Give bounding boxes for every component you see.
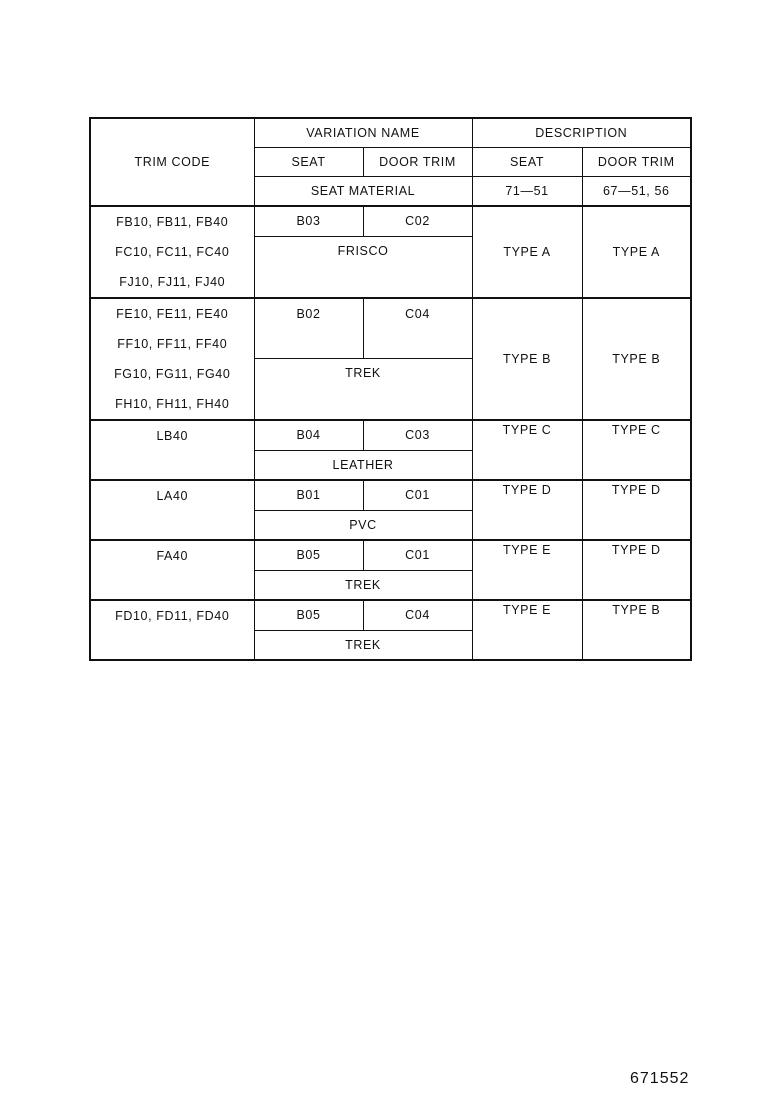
header-description: DESCRIPTION: [472, 118, 691, 148]
description-door-trim-type: TYPE B: [582, 298, 691, 420]
header-row-1: [90, 118, 691, 148]
trim-code-cell: [90, 298, 254, 420]
seat-code: B02: [254, 298, 363, 358]
seat-material: TREK: [254, 630, 472, 660]
door-trim-code: C03: [363, 420, 472, 450]
header-variation-door-trim: DOOR TRIM: [363, 148, 472, 177]
header-description-door-trim: DOOR TRIM: [582, 148, 691, 177]
table-row: [90, 298, 691, 328]
seat-code: B01: [254, 480, 363, 510]
trim-code: FG10, FG11, FG40: [114, 367, 231, 381]
description-seat-type: TYPE D: [472, 480, 582, 540]
description-seat-type: TYPE E: [472, 600, 582, 660]
trim-code: FJ10, FJ11, FJ40: [119, 275, 226, 289]
header-variation-seat: SEAT: [254, 148, 363, 177]
seat-material: PVC: [254, 510, 472, 540]
trim-code: FD10, FD11, FD40: [115, 609, 230, 623]
trim-code-cell: [90, 420, 254, 480]
table-row: [90, 600, 691, 630]
trim-code: FB10, FB11, FB40: [116, 215, 229, 229]
description-seat-type: TYPE B: [472, 298, 582, 420]
table-row: [90, 480, 691, 510]
seat-material: LEATHER: [254, 450, 472, 480]
table-row: [90, 420, 691, 450]
trim-code-cell: [90, 480, 254, 540]
seat-code: B04: [254, 420, 363, 450]
trim-code: LA40: [156, 489, 189, 503]
description-seat-type: TYPE E: [472, 540, 582, 600]
header-seat-material: SEAT MATERIAL: [254, 177, 472, 207]
table-row: [90, 540, 691, 570]
trim-code-cell: [90, 206, 254, 298]
header-variation-name: VARIATION NAME: [254, 118, 472, 148]
description-door-trim-type: TYPE D: [582, 540, 691, 600]
header-description-seat: SEAT: [472, 148, 582, 177]
trim-code-cell: [90, 540, 254, 600]
description-door-trim-type: TYPE C: [582, 420, 691, 480]
description-door-trim-type: TYPE D: [582, 480, 691, 540]
description-door-trim-type: TYPE B: [582, 600, 691, 660]
description-seat-type: TYPE A: [472, 206, 582, 298]
trim-code-cell: [90, 600, 254, 660]
seat-code: B05: [254, 600, 363, 630]
trim-code: LB40: [156, 429, 189, 443]
door-trim-code: C02: [363, 206, 472, 236]
trim-code: FF10, FF11, FF40: [117, 337, 228, 351]
door-trim-code: C04: [363, 600, 472, 630]
trim-code: FH10, FH11, FH40: [115, 397, 230, 411]
table-row: [90, 206, 691, 236]
seat-material: TREK: [254, 570, 472, 600]
description-seat-type: TYPE C: [472, 420, 582, 480]
trim-table-body: [90, 118, 691, 660]
description-door-trim-type: TYPE A: [582, 206, 691, 298]
door-trim-code: C04: [363, 298, 472, 358]
seat-material: TREK: [254, 358, 472, 420]
trim-code: FC10, FC11, FC40: [115, 245, 230, 259]
door-trim-code: C01: [363, 540, 472, 570]
door-trim-code: C01: [363, 480, 472, 510]
seat-code: B03: [254, 206, 363, 236]
trim-code: FE10, FE11, FE40: [116, 307, 229, 321]
header-description-door-code: 67—51, 56: [582, 177, 691, 207]
trim-code: FA40: [156, 549, 189, 563]
seat-material: FRISCO: [254, 236, 472, 298]
header-trim-code: TRIM CODE: [90, 118, 254, 206]
trim-code-table: [89, 117, 692, 661]
header-description-seat-code: 71—51: [472, 177, 582, 207]
document-number: 671552: [630, 1070, 690, 1087]
seat-code: B05: [254, 540, 363, 570]
